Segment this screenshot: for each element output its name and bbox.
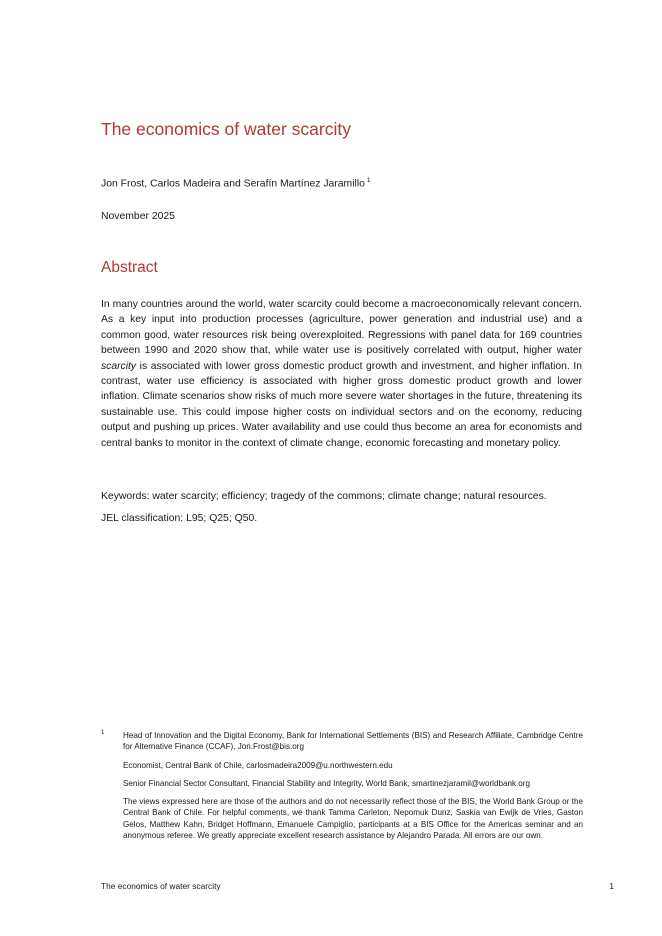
footnote-line-3 [101, 778, 583, 789]
abstract-heading: Abstract [101, 259, 158, 276]
footnotes [101, 730, 583, 848]
page-number: 1 [609, 881, 614, 891]
author-names: Jon Frost, Carlos Madeira and Serafín Martínez Jaramillo [101, 178, 365, 190]
publication-date: November 2025 [101, 211, 175, 222]
footnote-disclaimer: The views expressed here are those of the authors and do not necessarily reflect those of the BIS, the World Bank Group or the Central Bank of Chile. For helpful comments, we thank Tamma Carleton, Nepomuk Dunz, Saskia van Ewijk de Vries, Gaston Gelos, Matthew Kahn, Bridget Hoffmann, Emanuele Campiglio, participants at a BIS Office for the Americas seminar and an anonymous referee. We greatly appreciate excellent research assistance by Alejandro Parada. All errors are our own. [123, 797, 583, 841]
author-list [101, 177, 371, 189]
footnote-line-2 [101, 760, 583, 771]
abstract-italic-word: scarcity [101, 360, 137, 372]
page-footer [101, 881, 614, 891]
running-title: The economics of water scarcity [101, 881, 221, 891]
footnote-line-4 [101, 796, 583, 841]
keywords: Keywords: water scarcity; efficiency; tragedy of the commons; climate change; natural resources. [101, 491, 547, 502]
abstract-text-part-2: is associated with lower gross domestic product growth and investment, and higher inflation. In contrast, water use efficiency is associated with higher gross domestic product growth and lower inflation. Climate scenarios show risks of much more severe water shortages in the future, threatening its sustainable use. This could impose higher costs on individual sectors and on the economy, reducing output and pushing up prices. Water availability and use could thus become an area for economists and central banks to monitor in the context of climate change, economic forecasting and monetary policy. [101, 360, 582, 449]
footnote-marker: 1 [101, 730, 105, 736]
footnote-affiliation-frost: Head of Innovation and the Digital Economy, Bank for International Settlements (BIS) and Research Affiliate, Cambridge Centre for Alternative Finance (CCAF), Jon.Frost@bis.org [123, 731, 583, 752]
footnote-reference[interactable]: 1 [366, 177, 371, 184]
jel-classification: JEL classification: L95; Q25; Q50. [101, 513, 258, 524]
abstract-text [101, 297, 582, 451]
footnote-affiliation-martinez: Senior Financial Sector Consultant, Financial Stability and Integrity, World Bank, smartinezjaramil@worldbank.org [123, 778, 530, 788]
page-title: The economics of water scarcity [101, 119, 351, 139]
abstract-text-part-1: In many countries around the world, water scarcity could become a macroeconomically relevant concern. As a key input into production processes (agriculture, power generation and industrial use) and a common good, water resources risk being overexploited. Regressions with panel data for 169 countries between 1990 and 2020 show that, while water use is positively correlated with output, higher water [101, 299, 582, 357]
footnote-1 [101, 730, 583, 753]
footnote-affiliation-madeira: Economist, Central Bank of Chile, carlosmadeira2009@u.northwestern.edu [123, 760, 393, 770]
